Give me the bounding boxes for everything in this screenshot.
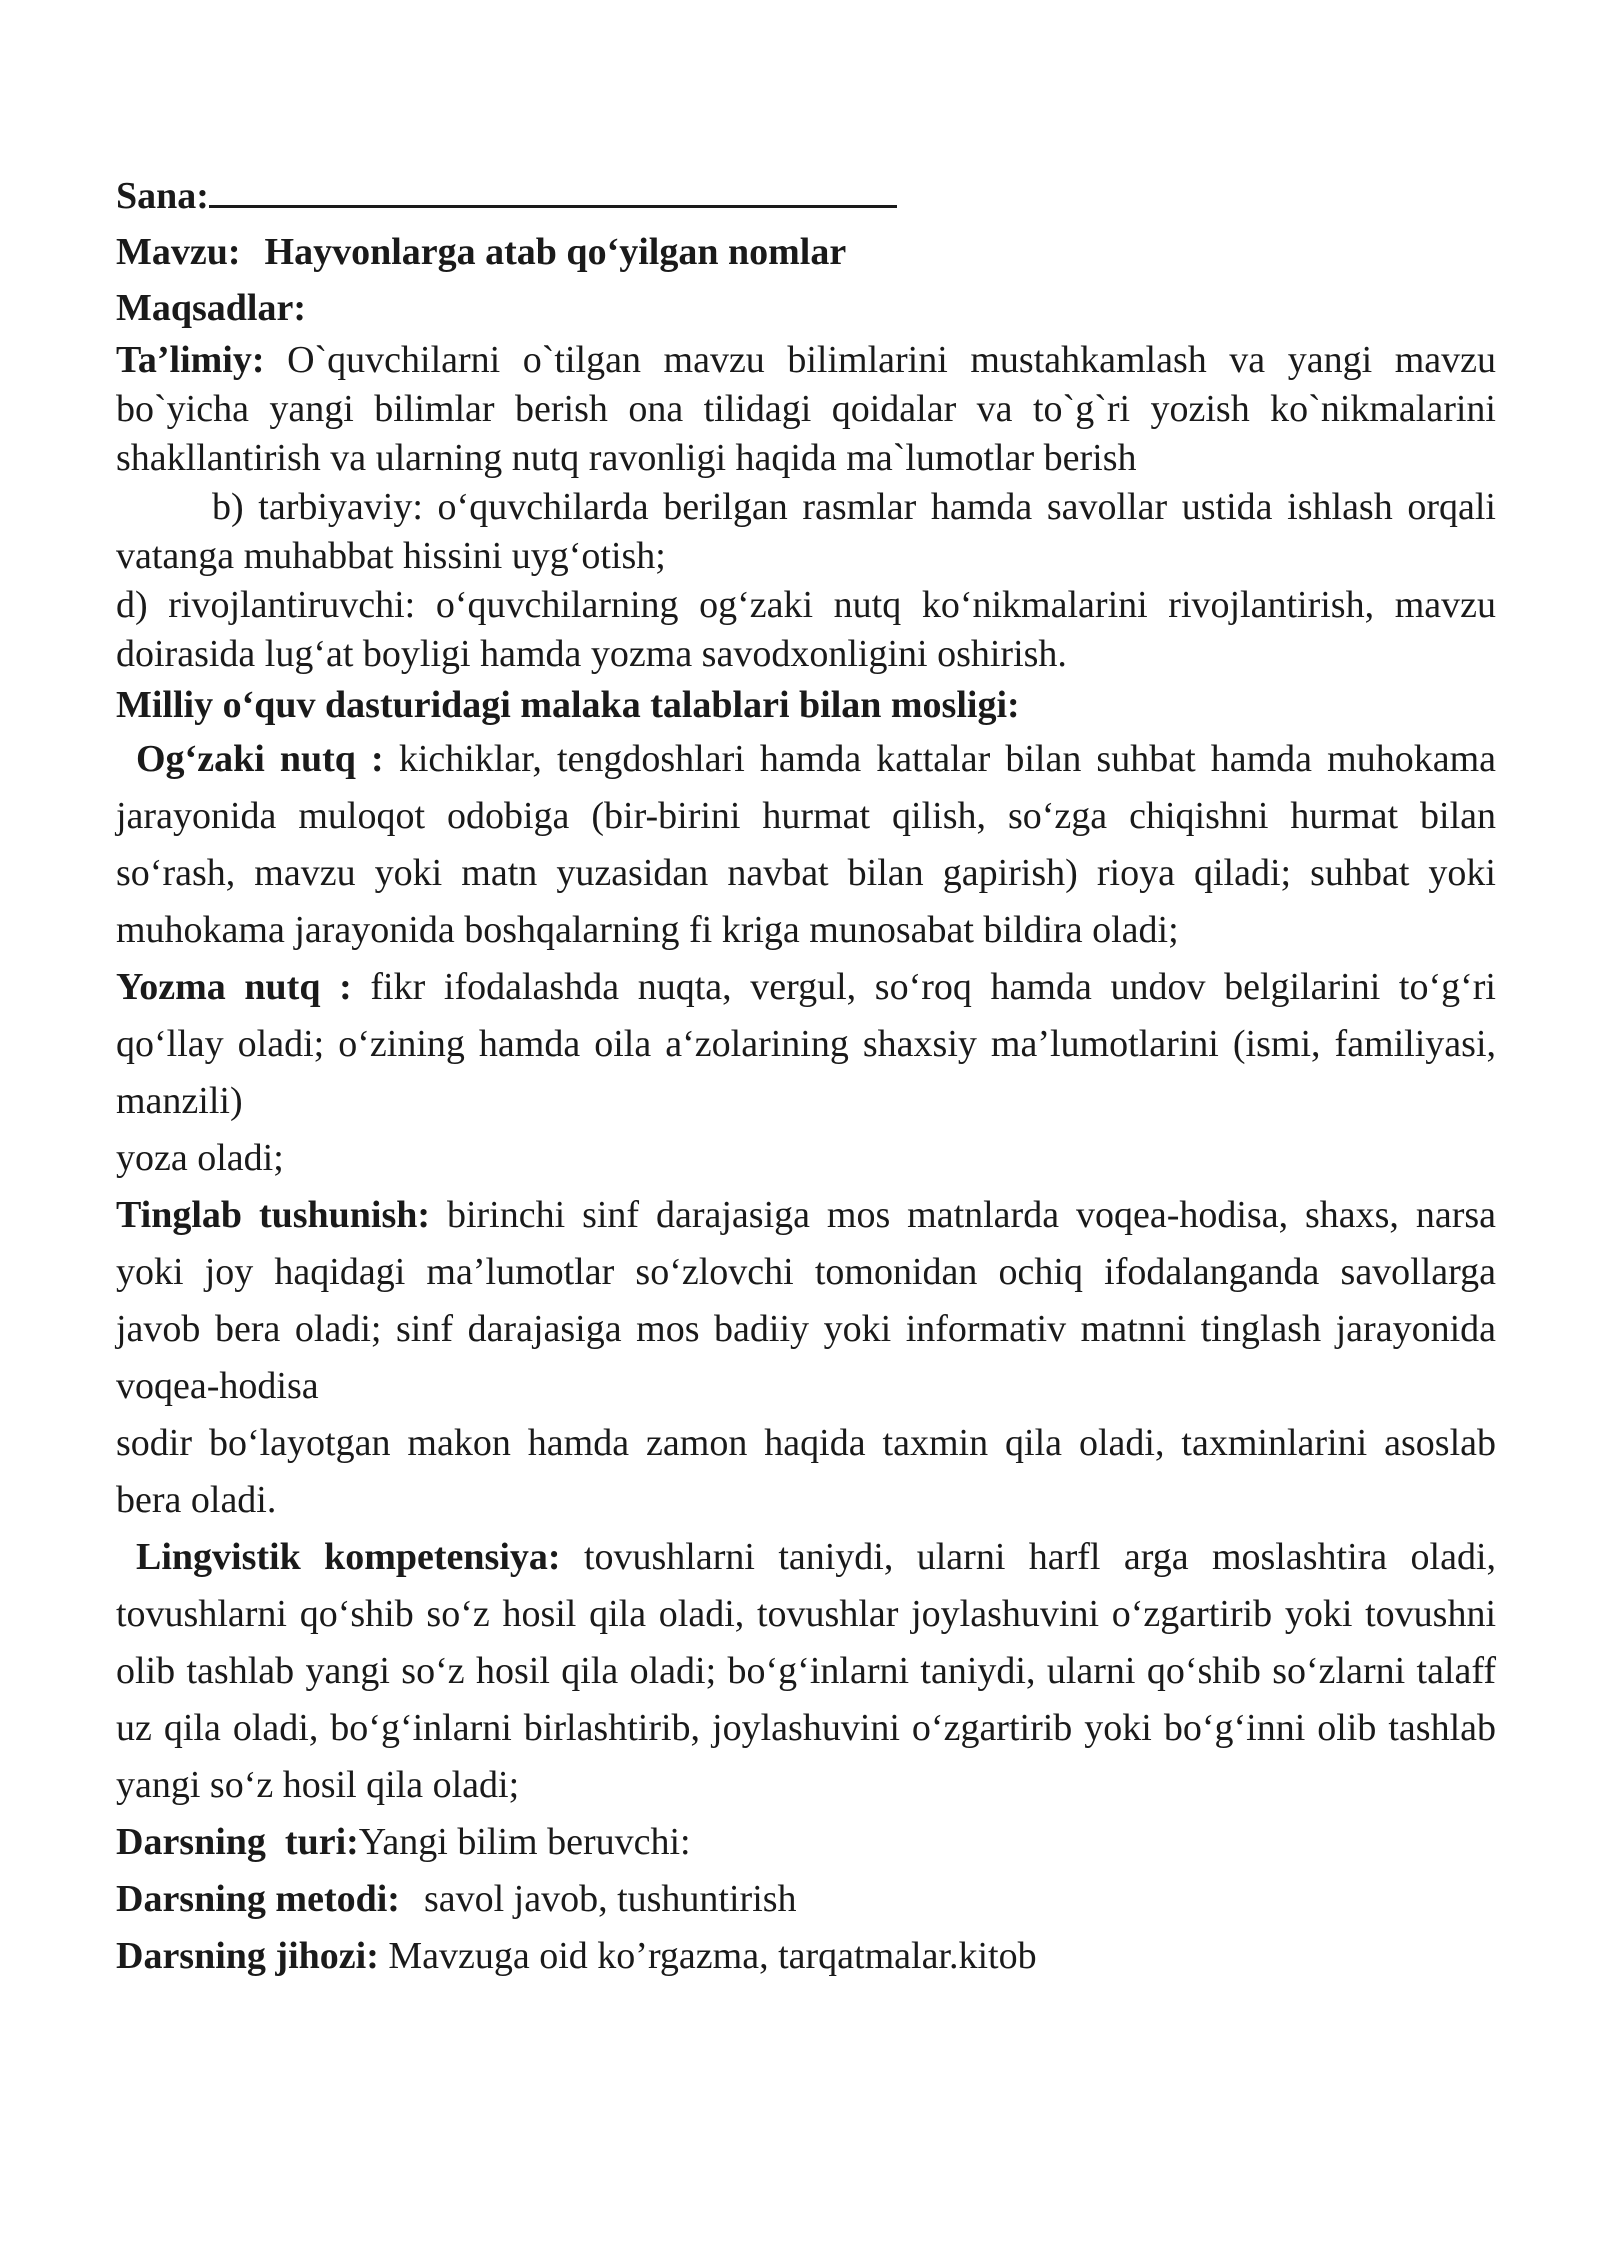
educational-goal [116,336,1496,483]
developmental-goal: d) rivojlantiruvchi: o‘quvchilarning og‘zaki nutq ko‘nikmalarini rivojlantirish, mavzu doirasida lug‘at boyligi hamda yozma savodxonligini oshirish. [116,584,1496,675]
written-speech [116,959,1496,1130]
lesson-type-label: Darsning turi: [116,1821,359,1863]
topic-line [116,224,1496,280]
lesson-method [116,1871,1496,1928]
listening-comprehension [116,1187,1496,1415]
lesson-plan-document [116,168,1496,1985]
listening-text: birinchi sinf darajasiga mos matnlarda voqea-hodisa, shaxs, narsa yoki joy haqidagi ma’lumotlar so‘zlovchi tomonidan ochiq ifodalanganda savollarga javob bera oladi; sinf darajasiga mos badiiy yoki informativ matnni tinglash jarayonida voqea-hodisa [116,1194,1497,1407]
lesson-type [116,1814,1496,1871]
topic-label: Mavzu: [116,231,241,273]
upbringing-goal: b) tarbiyaviy: o‘quvchilarda berilgan rasmlar hamda savollar ustida ishlash orqali vatanga muhabbat hissini uyg‘otish; [116,486,1496,577]
linguistic-label: Lingvistik kompetensiya: [136,1536,561,1578]
goals-heading: Maqsadlar: [116,287,306,329]
written-speech-continued: yoza oladi; [116,1137,284,1179]
lesson-method-label: Darsning metodi: [116,1878,400,1920]
date-line [116,168,1496,224]
oral-speech-label: Og‘zaki nutq : [136,738,384,780]
competencies-section [116,731,1496,1985]
written-speech-text: fikr ifodalashda nuqta, vergul, so‘roq hamda undov belgilarini to‘g‘ri qo‘llay oladi; o‘zining hamda oila a‘zolarining shaxsiy ma’lumotlarini (ismi, familiyasi, manzili) [116,966,1496,1122]
oral-speech [116,731,1496,959]
curriculum-heading: Milliy o‘quv dasturidagi malaka talablari bilan mosligi: [116,684,1020,726]
lesson-equipment-value: Mavzuga oid ko’rgazma, tarqatmalar.kitob [388,1935,1037,1977]
oral-speech-text: kichiklar, tengdoshlari hamda kattalar bilan suhbat hamda muhokama jarayonida muloqot odobiga (bir-birini hurmat qilish, so‘zga chiqishni hurmat bilan so‘rash, mavzu yoki matn yuzasidan navbat bilan gapirish) rioya qiladi; suhbat yoki muhokama jarayonida boshqalarning fi kriga munosabat bildira oladi; [116,738,1496,951]
listening-label: Tinglab tushunish: [116,1194,431,1236]
linguistic-text: tovushlarni taniydi, ularni harfl arga moslashtira oladi, tovushlarni qo‘shib so‘z hosil qila oladi, tovushlar joylashuvini o‘zgartirib yoki tovushni olib tashlab yangi so‘z hosil qila oladi; bo‘g‘inlarni taniydi, ularni qo‘shib so‘zlarni talaff uz qila oladi, bo‘g‘inlarni birlashtirib, joylashuvini o‘zgartirib yoki bo‘g‘inni olib tashlab yangi so‘z hosil qila oladi; [116,1536,1497,1806]
written-speech-label: Yozma nutq : [116,966,352,1008]
educational-goal-text: O`quvchilarni o`tilgan mavzu bilimlarini mustahkamlash va yangi mavzu bo`yicha yangi bilimlar berish ona tilidagi qoidalar va to`g`ri yozish ko`nikmalarini shakllantirish va ularning nutq ravonligi haqida ma`lumotlar berish [116,339,1496,479]
educational-goal-label: Ta’limiy: [116,339,265,381]
date-blank-line[interactable] [209,171,897,208]
date-label: Sana: [116,175,209,217]
header-section [116,168,1496,731]
lesson-equipment [116,1928,1496,1985]
linguistic-competence [116,1529,1496,1814]
listening-continued: sodir bo‘layotgan makon hamda zamon haqida taxmin qila oladi, taxminlarini asoslab bera oladi. [116,1422,1496,1521]
lesson-method-value: savol javob, tushuntirish [423,1878,797,1920]
lesson-type-value: Yangi bilim beruvchi: [358,1821,691,1863]
topic-value: Hayvonlarga atab qo‘yilgan nomlar [264,231,847,273]
lesson-equipment-label: Darsning jihozi: [116,1935,379,1977]
